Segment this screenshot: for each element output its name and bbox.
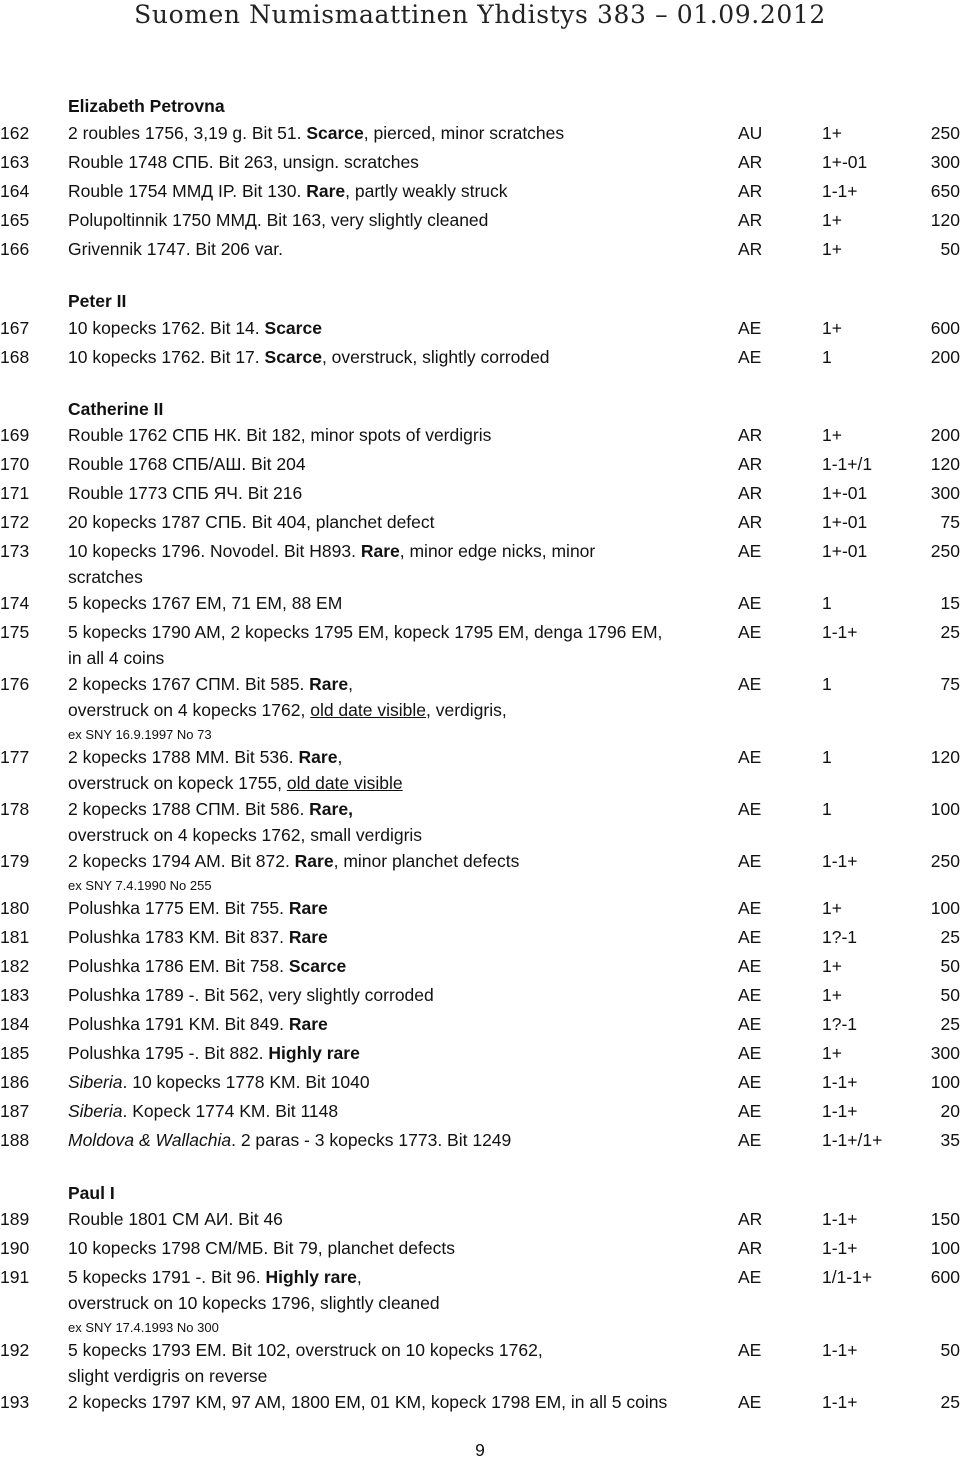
lot-row-169	[0, 424, 960, 450]
lot-grade: 1-1+	[822, 181, 858, 201]
lot-metal: AE	[738, 985, 762, 1005]
page-number: 9	[475, 1440, 485, 1460]
lot-description: 10 kopecks 1796. Novodel. Bit H893. Rare, minor edge nicks, minor	[68, 541, 596, 561]
lot-grade: 1+	[822, 123, 842, 143]
lot-number: 184	[0, 1014, 30, 1034]
lot-row-173	[0, 540, 960, 566]
lot-metal: AR	[738, 454, 763, 474]
lot-metal: AR	[738, 1238, 763, 1258]
lot-price: 300	[930, 1043, 960, 1063]
lot-metal: AE	[738, 622, 762, 642]
lot-row-181	[0, 926, 960, 952]
lot-row-180	[0, 897, 960, 923]
lot-grade: 1?-1	[822, 927, 858, 947]
lot-description: 20 kopecks 1787 СПБ. Bit 404, planchet defect	[68, 512, 435, 532]
lot-number: 174	[0, 593, 30, 613]
lot-metal: AE	[738, 1014, 762, 1034]
lot-description: 10 kopecks 1762. Bit 14. Scarce	[68, 318, 322, 338]
lot-description: Polushka 1795 -. Bit 882. Highly rare	[68, 1043, 360, 1063]
lot-grade: 1-1+/1+	[822, 1130, 883, 1150]
lot-price: 50	[940, 239, 960, 259]
lot-number: 183	[0, 985, 30, 1005]
lot-price: 100	[930, 1072, 960, 1092]
lot-grade: 1-1+	[822, 1101, 858, 1121]
lot-row-176	[0, 673, 960, 699]
lot-description: 10 kopecks 1762. Bit 17. Scarce, overstruck, slightly corroded	[68, 347, 550, 367]
lot-metal: AE	[738, 898, 762, 918]
lot-row-171	[0, 482, 960, 508]
lot-row-177	[0, 746, 960, 772]
lot-row-167	[0, 317, 960, 343]
lot-provenance: ex SNY 16.9.1997 No 73	[68, 727, 212, 742]
lot-metal: AE	[738, 318, 762, 338]
lot-number: 165	[0, 210, 30, 230]
lot-metal: AU	[738, 123, 763, 143]
lot-description: 5 kopecks 1790 AM, 2 kopecks 1795 EM, kopeck 1795 EM, denga 1796 EM,	[68, 622, 663, 642]
lot-metal: AR	[738, 210, 763, 230]
lot-number: 178	[0, 799, 30, 819]
lot-price: 25	[940, 927, 960, 947]
lot-row-190	[0, 1237, 960, 1263]
lot-grade: 1-1+	[822, 1392, 858, 1412]
lot-row-172	[0, 511, 960, 537]
lot-number: 189	[0, 1209, 30, 1229]
lot-number: 172	[0, 512, 30, 532]
lot-grade: 1+	[822, 425, 842, 445]
lot-price: 35	[940, 1130, 960, 1150]
lot-row-183	[0, 984, 960, 1010]
lot-price: 300	[930, 483, 960, 503]
lot-row-163	[0, 151, 960, 177]
lot-price: 200	[930, 425, 960, 445]
lot-grade: 1+	[822, 210, 842, 230]
lot-description-continuation: overstruck on 4 kopecks 1762, old date visible, verdigris,	[68, 700, 507, 720]
lot-grade: 1-1+/1	[822, 454, 873, 474]
lot-metal: AE	[738, 799, 762, 819]
lot-price: 120	[930, 747, 960, 767]
lot-description: 2 kopecks 1797 KM, 97 AM, 1800 EM, 01 KM, kopeck 1798 EM, in all 5 coins	[68, 1392, 668, 1412]
lot-grade: 1	[822, 347, 832, 367]
lot-row-189	[0, 1208, 960, 1234]
lot-metal: AE	[738, 593, 762, 613]
lot-row-187	[0, 1100, 960, 1126]
lot-row-182	[0, 955, 960, 981]
page-header: Suomen Numismaattinen Yhdistys 383 – 01.09.2012	[134, 0, 826, 29]
lot-number: 171	[0, 483, 30, 503]
lot-row-166	[0, 238, 960, 264]
lot-price: 650	[930, 181, 960, 201]
lot-metal: AE	[738, 1101, 762, 1121]
lot-row-193	[0, 1391, 960, 1417]
lot-description: Grivennik 1747. Bit 206 var.	[68, 239, 283, 259]
lot-grade: 1	[822, 674, 832, 694]
lot-price: 200	[930, 347, 960, 367]
lot-number: 163	[0, 152, 30, 172]
lot-row-165	[0, 209, 960, 235]
lot-price: 100	[930, 898, 960, 918]
lot-grade: 1/1-1+	[822, 1267, 873, 1287]
lot-price: 25	[940, 622, 960, 642]
lot-number: 192	[0, 1340, 30, 1360]
lot-grade: 1-1+	[822, 1340, 858, 1360]
lot-description-continuation: slight verdigris on reverse	[68, 1366, 268, 1386]
lot-number: 168	[0, 347, 30, 367]
lot-number: 180	[0, 898, 30, 918]
section-heading-catherine: Catherine II	[68, 399, 164, 419]
lot-price: 50	[940, 985, 960, 1005]
lot-row-162	[0, 122, 960, 148]
lot-metal: AE	[738, 541, 762, 561]
lot-grade: 1-1+	[822, 851, 858, 871]
lot-price: 50	[940, 1340, 960, 1360]
lot-metal: AR	[738, 1209, 763, 1229]
lot-description: Rouble 1754 ММД IP. Bit 130. Rare, partly weakly struck	[68, 181, 508, 201]
lot-price: 100	[930, 1238, 960, 1258]
lot-grade: 1+	[822, 318, 842, 338]
lot-metal: AE	[738, 956, 762, 976]
lot-price: 600	[930, 318, 960, 338]
section-heading-peter: Peter II	[68, 291, 127, 311]
lot-provenance: ex SNY 7.4.1990 No 255	[68, 878, 212, 893]
lot-number: 181	[0, 927, 30, 947]
lot-description: Rouble 1801 CM АИ. Bit 46	[68, 1209, 283, 1229]
lot-description: 5 kopecks 1767 EM, 71 EM, 88 EM	[68, 593, 343, 613]
lot-description: 2 kopecks 1788 СПМ. Bit 586. Rare,	[68, 799, 353, 819]
lot-description: 5 kopecks 1791 -. Bit 96. Highly rare,	[68, 1267, 362, 1287]
lot-price: 25	[940, 1014, 960, 1034]
lot-description: 2 kopecks 1788 MM. Bit 536. Rare,	[68, 747, 343, 767]
lot-number: 185	[0, 1043, 30, 1063]
lot-grade: 1+-01	[822, 483, 868, 503]
lot-metal: AE	[738, 1130, 762, 1150]
lot-grade: 1+-01	[822, 512, 868, 532]
lot-number: 167	[0, 318, 30, 338]
lot-grade: 1-1+	[822, 1072, 858, 1092]
lot-row-164	[0, 180, 960, 206]
lot-price: 75	[940, 512, 960, 532]
section-heading-elizabeth: Elizabeth Petrovna	[68, 96, 225, 116]
lot-number: 193	[0, 1392, 30, 1412]
lot-price: 15	[940, 593, 960, 613]
lot-price: 250	[930, 851, 960, 871]
lot-number: 182	[0, 956, 30, 976]
lot-description: 2 roubles 1756, 3,19 g. Bit 51. Scarce, pierced, minor scratches	[68, 123, 565, 143]
lot-grade: 1	[822, 799, 832, 819]
lot-grade: 1-1+	[822, 622, 858, 642]
lot-description-continuation: overstruck on 4 kopecks 1762, small verdigris	[68, 825, 423, 845]
lot-description: Moldova & Wallachia. 2 paras - 3 kopecks 1773. Bit 1249	[68, 1130, 512, 1150]
lot-row-170	[0, 453, 960, 479]
lot-number: 169	[0, 425, 30, 445]
lot-description: Siberia. 10 kopecks 1778 KM. Bit 1040	[68, 1072, 370, 1092]
lot-price: 50	[940, 956, 960, 976]
lot-number: 188	[0, 1130, 30, 1150]
lot-metal: AE	[738, 1072, 762, 1092]
lot-metal: AE	[738, 1340, 762, 1360]
lot-description-continuation: in all 4 coins	[68, 648, 165, 668]
lot-description: Polushka 1783 KM. Bit 837. Rare	[68, 927, 328, 947]
lot-provenance: ex SNY 17.4.1993 No 300	[68, 1320, 219, 1335]
lot-number: 177	[0, 747, 30, 767]
lot-number: 173	[0, 541, 30, 561]
lot-metal: AE	[738, 1392, 762, 1412]
lot-description-continuation: scratches	[68, 567, 143, 587]
lot-row-179	[0, 850, 960, 876]
lot-price: 250	[930, 123, 960, 143]
lot-grade: 1+-01	[822, 541, 868, 561]
lot-description: 2 kopecks 1767 СПМ. Bit 585. Rare,	[68, 674, 353, 694]
lot-row-174	[0, 592, 960, 618]
lot-grade: 1+	[822, 239, 842, 259]
lot-metal: AE	[738, 747, 762, 767]
lot-description: Rouble 1768 СПБ/АШ. Bit 204	[68, 454, 306, 474]
lot-grade: 1+	[822, 1043, 842, 1063]
lot-description: Polushka 1775 EM. Bit 755. Rare	[68, 898, 328, 918]
lot-price: 120	[930, 210, 960, 230]
lot-price: 100	[930, 799, 960, 819]
lot-metal: AR	[738, 512, 763, 532]
lot-description: Polushka 1789 -. Bit 562, very slightly corroded	[68, 985, 434, 1005]
lot-grade: 1+	[822, 956, 842, 976]
lot-metal: AR	[738, 483, 763, 503]
lot-grade: 1+	[822, 985, 842, 1005]
lot-metal: AE	[738, 347, 762, 367]
lot-grade: 1-1+	[822, 1209, 858, 1229]
lot-number: 186	[0, 1072, 30, 1092]
lot-description: 5 kopecks 1793 EM. Bit 102, overstruck on 10 kopecks 1762,	[68, 1340, 543, 1360]
lot-metal: AE	[738, 674, 762, 694]
lot-number: 162	[0, 123, 30, 143]
lot-row-192	[0, 1339, 960, 1365]
lot-grade: 1-1+	[822, 1238, 858, 1258]
lot-metal: AR	[738, 152, 763, 172]
lot-grade: 1?-1	[822, 1014, 858, 1034]
lot-number: 187	[0, 1101, 30, 1121]
lot-row-184	[0, 1013, 960, 1039]
lot-number: 175	[0, 622, 30, 642]
lot-description-continuation: overstruck on 10 kopecks 1796, slightly cleaned	[68, 1293, 440, 1313]
lot-price: 25	[940, 1392, 960, 1412]
lot-price: 150	[930, 1209, 960, 1229]
lot-description: Polushka 1791 KM. Bit 849. Rare	[68, 1014, 328, 1034]
lot-price: 600	[930, 1267, 960, 1287]
lot-number: 164	[0, 181, 30, 201]
lot-description: Rouble 1773 СПБ ЯЧ. Bit 216	[68, 483, 303, 503]
lot-grade: 1	[822, 747, 832, 767]
lot-description: 10 kopecks 1798 CM/МБ. Bit 79, planchet defects	[68, 1238, 455, 1258]
lot-price: 20	[940, 1101, 960, 1121]
lot-description: Rouble 1762 СПБ НК. Bit 182, minor spots of verdigris	[68, 425, 492, 445]
lot-row-185	[0, 1042, 960, 1068]
lot-metal: AR	[738, 239, 763, 259]
lot-metal: AE	[738, 851, 762, 871]
lot-row-178	[0, 798, 960, 824]
lot-description: 2 kopecks 1794 AM. Bit 872. Rare, minor planchet defects	[68, 851, 520, 871]
lot-description: Polupoltinnik 1750 ММД. Bit 163, very slightly cleaned	[68, 210, 489, 230]
lot-metal: AE	[738, 1043, 762, 1063]
lot-price: 75	[940, 674, 960, 694]
lot-row-188	[0, 1129, 960, 1155]
lot-number: 190	[0, 1238, 30, 1258]
lot-number: 170	[0, 454, 30, 474]
lot-grade: 1+	[822, 898, 842, 918]
lot-description: Polushka 1786 EM. Bit 758. Scarce	[68, 956, 347, 976]
lot-metal: AR	[738, 181, 763, 201]
lot-description-continuation: overstruck on kopeck 1755, old date visible	[68, 773, 403, 793]
lot-row-186	[0, 1071, 960, 1097]
lot-description: Rouble 1748 СПБ. Bit 263, unsign. scratches	[68, 152, 419, 172]
lot-metal: AE	[738, 927, 762, 947]
lot-price: 300	[930, 152, 960, 172]
lot-metal: AR	[738, 425, 763, 445]
lot-price: 120	[930, 454, 960, 474]
lot-number: 179	[0, 851, 30, 871]
lot-grade: 1	[822, 593, 832, 613]
lot-number: 166	[0, 239, 30, 259]
lot-grade: 1+-01	[822, 152, 868, 172]
lot-metal: AE	[738, 1267, 762, 1287]
lot-price: 250	[930, 541, 960, 561]
lot-row-191	[0, 1266, 960, 1292]
section-heading-paul: Paul I	[68, 1183, 115, 1203]
lot-number: 191	[0, 1267, 30, 1287]
lot-row-175	[0, 621, 960, 647]
lot-number: 176	[0, 674, 30, 694]
lot-description: Siberia. Kopeck 1774 KM. Bit 1148	[68, 1101, 339, 1121]
lot-row-168	[0, 346, 960, 372]
